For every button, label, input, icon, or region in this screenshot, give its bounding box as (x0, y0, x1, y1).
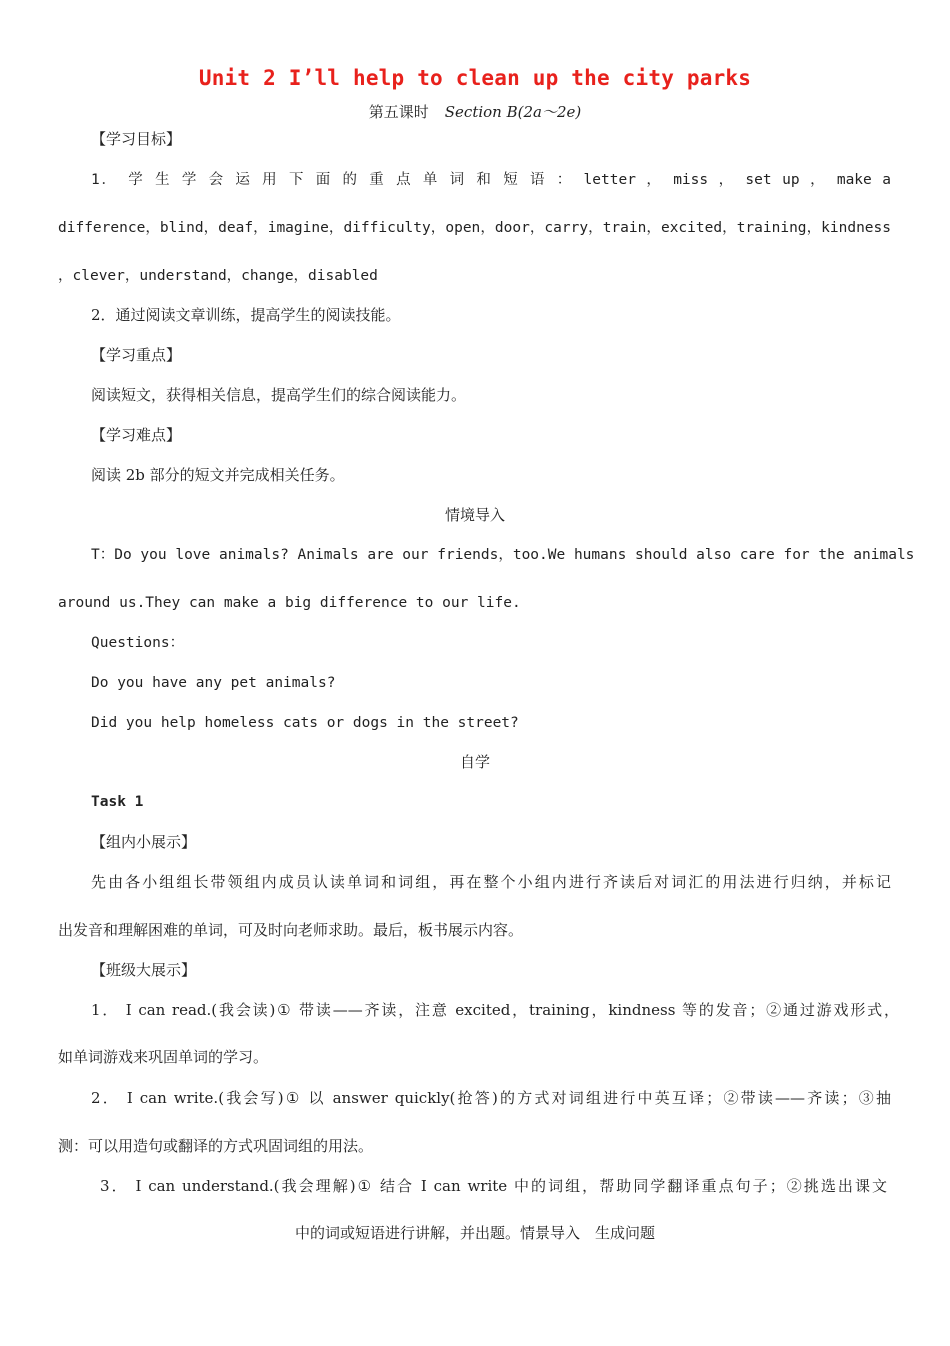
section-label: Section B(2a～2e) (444, 103, 582, 121)
objective-1-line-1: 1． 学 生 学 会 运 用 下 面 的 重 点 单 词 和 短 语 ： letter ， miss ， set up ， make a (91, 172, 891, 188)
question-2: Did you help homeless cats or dogs in the street? (91, 715, 519, 731)
intro-line-2: around us.They can make a big difference to our life. (58, 595, 521, 611)
focus-heading: 【学习重点】 (91, 346, 182, 364)
selfstudy-heading: 自学 (459, 753, 490, 771)
difficulty-text: 阅读 2b 部分的短文并完成相关任务。 (91, 466, 345, 484)
objective-1-line-2: difference，blind，deaf，imagine，difficulty，open，door，carry，train，excited，training，kindness (58, 220, 891, 236)
questions-label: Questions： (91, 635, 185, 651)
group-line-2: 出发音和理解困难的单词，可及时向老师求助。最后，板书展示内容。 (58, 921, 524, 939)
group-line-1: 先由各小组组长带领组内成员认读单词和词组，再在整个小组内进行齐读后对词汇的用法进行归纳，并标记 (91, 873, 891, 891)
group-heading: 【组内小展示】 (91, 833, 197, 851)
question-1: Do you have any pet animals? (91, 675, 336, 691)
objective-1-line-3: ，clever，understand，change，disabled (58, 268, 378, 284)
objective-2: 2．通过阅读文章训练，提高学生的阅读技能。 (91, 306, 401, 324)
class-item-3-line-1: 3． I can understand.(我会理解)① 结合 I can write 中的词组，帮助同学翻译重点句子；②挑选出课文 (100, 1177, 887, 1195)
class-item-2-line-1: 2． I can write.(我会写)① 以 answer quickly(抢答)的方式对词组进行中英互译；②带读——齐读；③抽 (91, 1089, 891, 1107)
lesson-subtitle (0, 101, 950, 122)
focus-text: 阅读短文，获得相关信息，提高学生们的综合阅读能力。 (91, 386, 467, 404)
intro-line-1: T：Do you love animals? Animals are our friends，too.We humans should also care for the animals (91, 547, 915, 563)
class-item-1-line-2: 如单词游戏来巩固单词的学习。 (58, 1048, 269, 1066)
class-item-2-line-2: 测：可以用造句或翻译的方式巩固词组的用法。 (58, 1137, 374, 1155)
task-label: Task 1 (91, 794, 144, 810)
document-title: Unit 2 I’ll help to clean up the city parks (198, 66, 752, 90)
class-item-3-line-2: 中的词或短语进行讲解，并出题。情景导入 生成问题 (294, 1224, 655, 1242)
intro-heading: 情境导入 (444, 506, 505, 524)
objectives-heading: 【学习目标】 (91, 130, 182, 148)
difficulty-heading: 【学习难点】 (91, 426, 182, 444)
lesson-number: 第五课时 (368, 103, 429, 121)
class-heading: 【班级大展示】 (91, 961, 197, 979)
class-item-1-line-1: 1． I can read.(我会读)① 带读——齐读，注意 excited，training，kindness 等的发音；②通过游戏形式， (91, 1001, 899, 1019)
